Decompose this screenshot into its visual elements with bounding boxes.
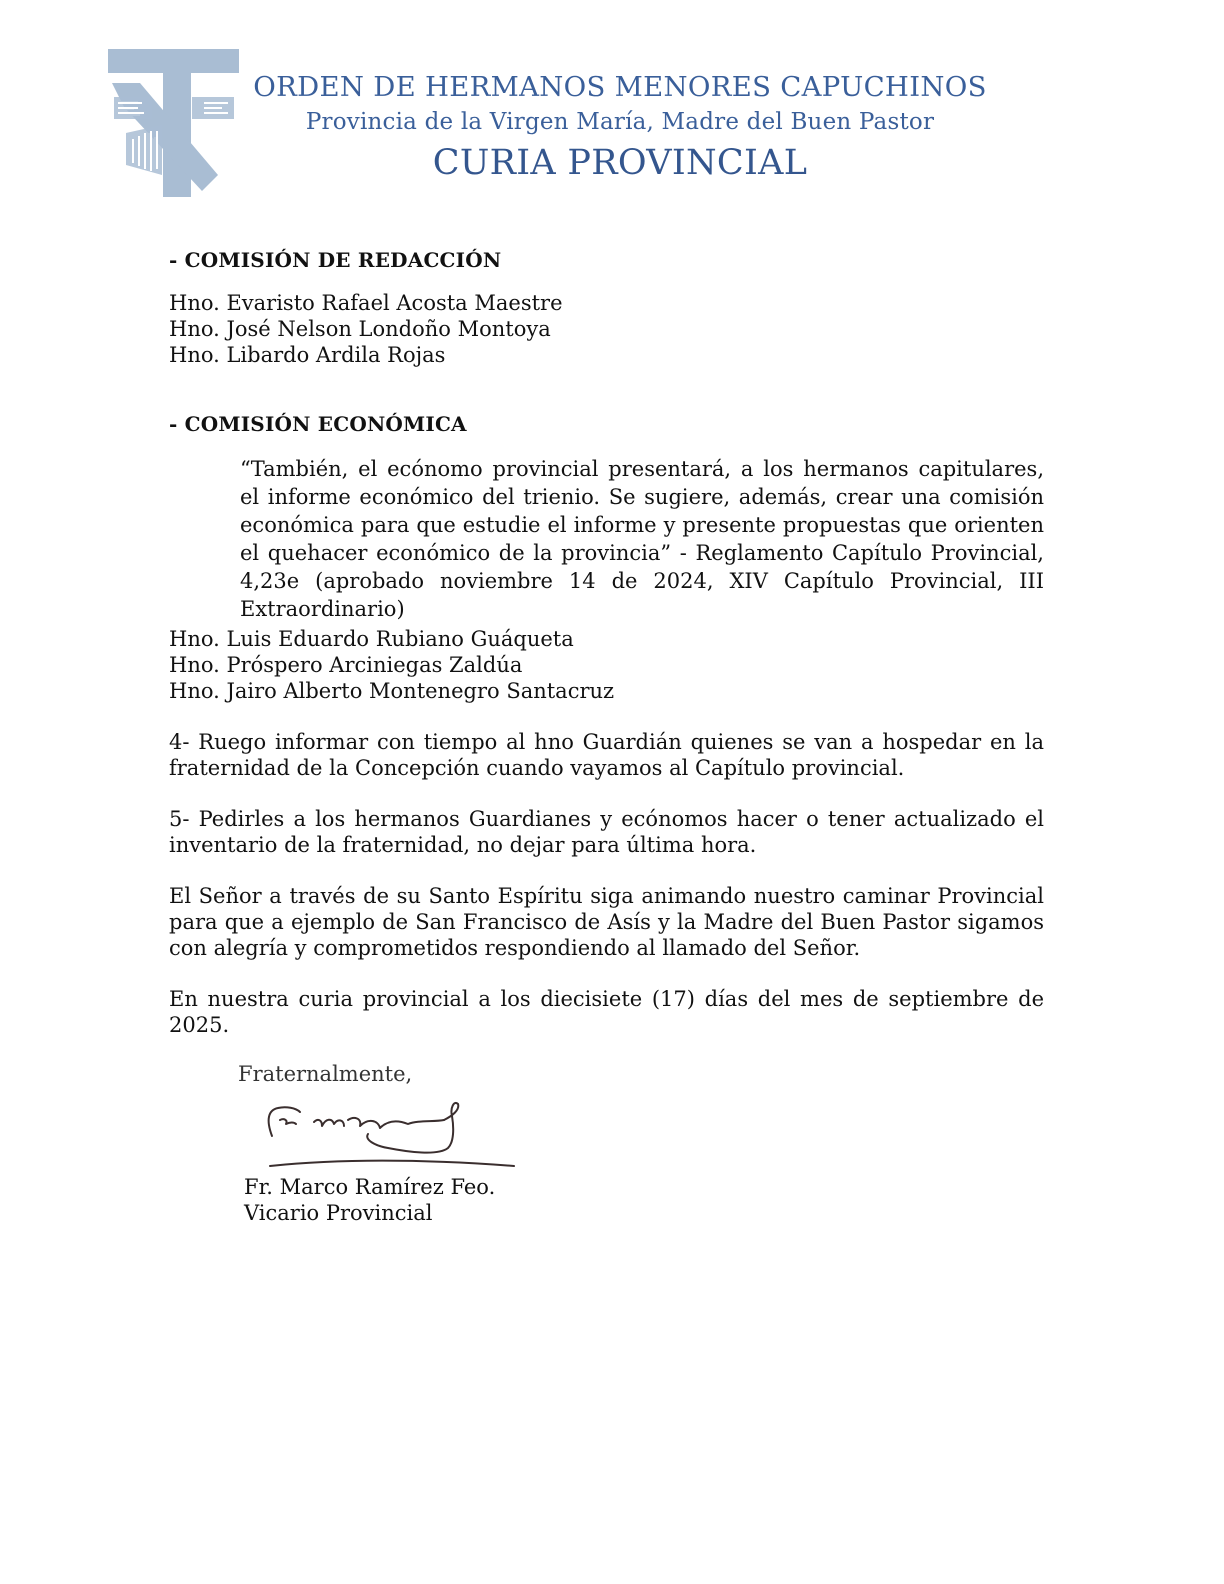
curia-title: CURIA PROVINCIAL [432, 143, 808, 183]
redaccion-member: Hno. Evaristo Rafael Acosta Maestre [169, 291, 563, 315]
economica-heading: - COMISIÓN ECONÓMICA [169, 412, 467, 436]
capuchin-tau-logo [106, 47, 241, 199]
redaccion-member: Hno. José Nelson Londoño Montoya [169, 317, 551, 341]
order-name: ORDEN DE HERMANOS MENORES CAPUCHINOS [253, 71, 987, 103]
closing-salutation: Fraternalmente, [238, 1062, 413, 1086]
economica-member: Hno. Jairo Alberto Montenegro Santacruz [169, 679, 615, 703]
signer-name: Fr. Marco Ramírez Feo. [244, 1175, 496, 1199]
redaccion-member: Hno. Libardo Ardila Rojas [169, 343, 446, 367]
province-name: Provincia de la Virgen María, Madre del Buen Pastor [305, 109, 935, 135]
blessing-paragraph: El Señor a través de su Santo Espíritu siga animando nuestro caminar Provincial para que a ejemplo de San Francisco de Asís y la Madre del Buen Pastor sigamos con alegría y comprometidos respondiendo al llamado del Señor. [169, 884, 1044, 960]
dateline: En nuestra curia provincial a los diecisiete (17) días del mes de septiembre de 2025. [169, 987, 1044, 1037]
redaccion-heading: - COMISIÓN DE REDACCIÓN [169, 248, 502, 272]
economica-member: Hno. Próspero Arciniegas Zaldúa [169, 653, 523, 677]
point-5: 5- Pedirles a los hermanos Guardianes y ecónomos hacer o tener actualizado el inventario de la fraternidad, no dejar para última hora. [169, 807, 1044, 857]
letterhead [250, 70, 990, 186]
handwritten-signature [238, 1090, 536, 1174]
economica-member: Hno. Luis Eduardo Rubiano Guáqueta [169, 627, 574, 651]
signer-title: Vicario Provincial [244, 1201, 433, 1225]
point-4: 4- Ruego informar con tiempo al hno Guardián quienes se van a hospedar en la fraternidad de la Concepción cuando vayamos al Capítulo provincial. [169, 730, 1044, 780]
reglamento-quote: “También, el ecónomo provincial presentará, a los hermanos capitulares, el informe económico del trienio. Se sugiere, además, crear una comisión económica para que estudie el informe y presente propuestas que orienten el quehacer económico de la provincia” - Reglamento Capítulo Provincial, 4,23e (aprobado noviembre 14 de 2024, XIV Capítulo Provincial, III Extraordinario) [240, 457, 1044, 621]
